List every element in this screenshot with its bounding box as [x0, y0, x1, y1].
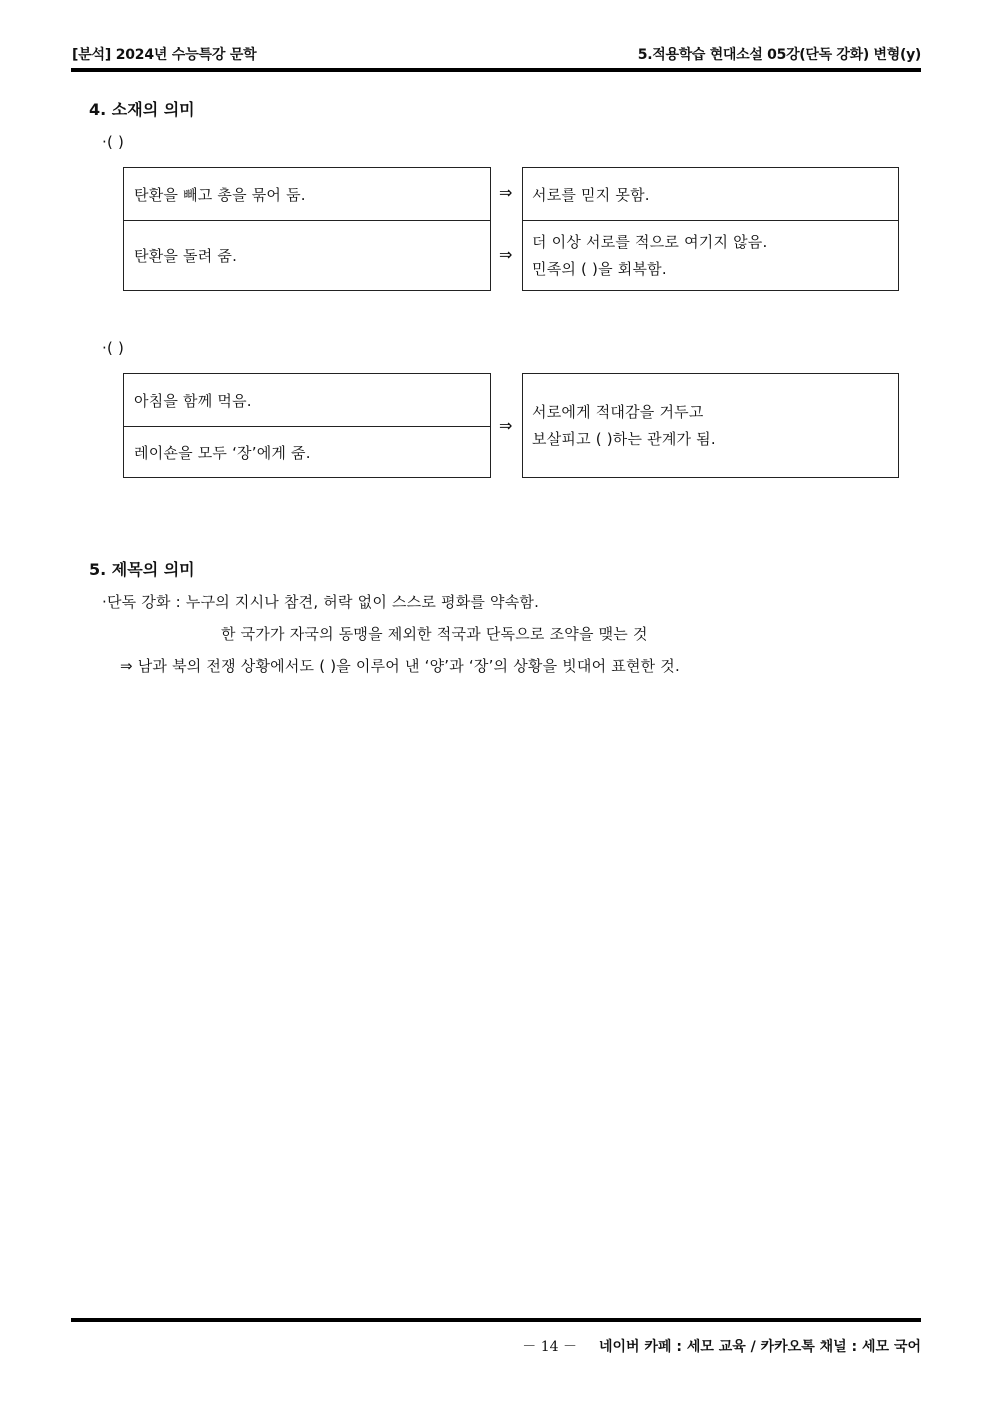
- footer-text: 네이버 카페 : 세모 교육 / 카카오톡 채널 : 세모 국어: [598, 1339, 921, 1355]
- group1-right-row-2: [523, 220, 898, 290]
- header-right-title: 5.적용학습 현대소설 05강(단독 강화) 변형(y): [637, 47, 921, 63]
- group1-right-box: [522, 167, 899, 291]
- group1-bullet: ·( ): [102, 133, 125, 151]
- page-footer: [522, 1336, 921, 1356]
- section-4-title: 4. 소재의 의미: [89, 100, 195, 119]
- section-5-title: 5. 제목의 의미: [89, 560, 195, 579]
- page-number: － 14 －: [522, 1339, 577, 1355]
- group1-arrow-2: ⇒: [499, 245, 513, 264]
- group1-left-row-1: 탄환을 빼고 총을 묶어 둠.: [134, 185, 306, 204]
- section5-line-2: 한 국가가 자국의 동맹을 제외한 적국과 단독으로 조약을 맺는 것: [221, 625, 648, 643]
- group1-right-row-2-line-2: 민족의 ( )을 회복함.: [532, 259, 667, 278]
- group2-right-box: [522, 373, 899, 478]
- group1-right-row-1: [523, 168, 898, 220]
- page-header: [72, 44, 921, 66]
- group1-left-box: [123, 167, 491, 291]
- group2-right-line-2: 보살피고 ( )하는 관계가 됨.: [532, 429, 716, 448]
- group2-left-box: [123, 373, 491, 478]
- group2-right-line-1: 서로에게 적대감을 거두고: [532, 402, 704, 421]
- header-rule: [71, 68, 921, 72]
- group2-arrow: ⇒: [499, 416, 513, 435]
- group2-right-content: [523, 374, 898, 477]
- group1-left-row-2: 탄환을 돌려 줌.: [124, 220, 490, 290]
- group1-right-row-1-line-1: 서로를 믿지 못함.: [532, 185, 650, 204]
- footer-rule: [71, 1318, 921, 1322]
- section5-line-1: ·단독 강화 : 누구의 지시나 참견, 허락 없이 스스로 평화를 약속함.: [102, 593, 540, 611]
- group2-left-row-1: 아침을 함께 먹음.: [134, 391, 252, 410]
- group1-arrow-1: ⇒: [499, 183, 513, 202]
- header-left-title: [분석] 2024년 수능특강 문학: [72, 47, 257, 63]
- section5-line-3: ⇒ 남과 북의 전쟁 상황에서도 ( )을 이루어 낸 ‘양’과 ‘장’의 상황을 빗대어 표현한 것.: [120, 657, 680, 675]
- group1-right-row-2-line-1: 더 이상 서로를 적으로 여기지 않음.: [532, 232, 768, 251]
- group2-bullet: ·( ): [102, 339, 125, 357]
- group2-left-row-2: 레이숀을 모두 ‘장’에게 줌.: [124, 426, 490, 477]
